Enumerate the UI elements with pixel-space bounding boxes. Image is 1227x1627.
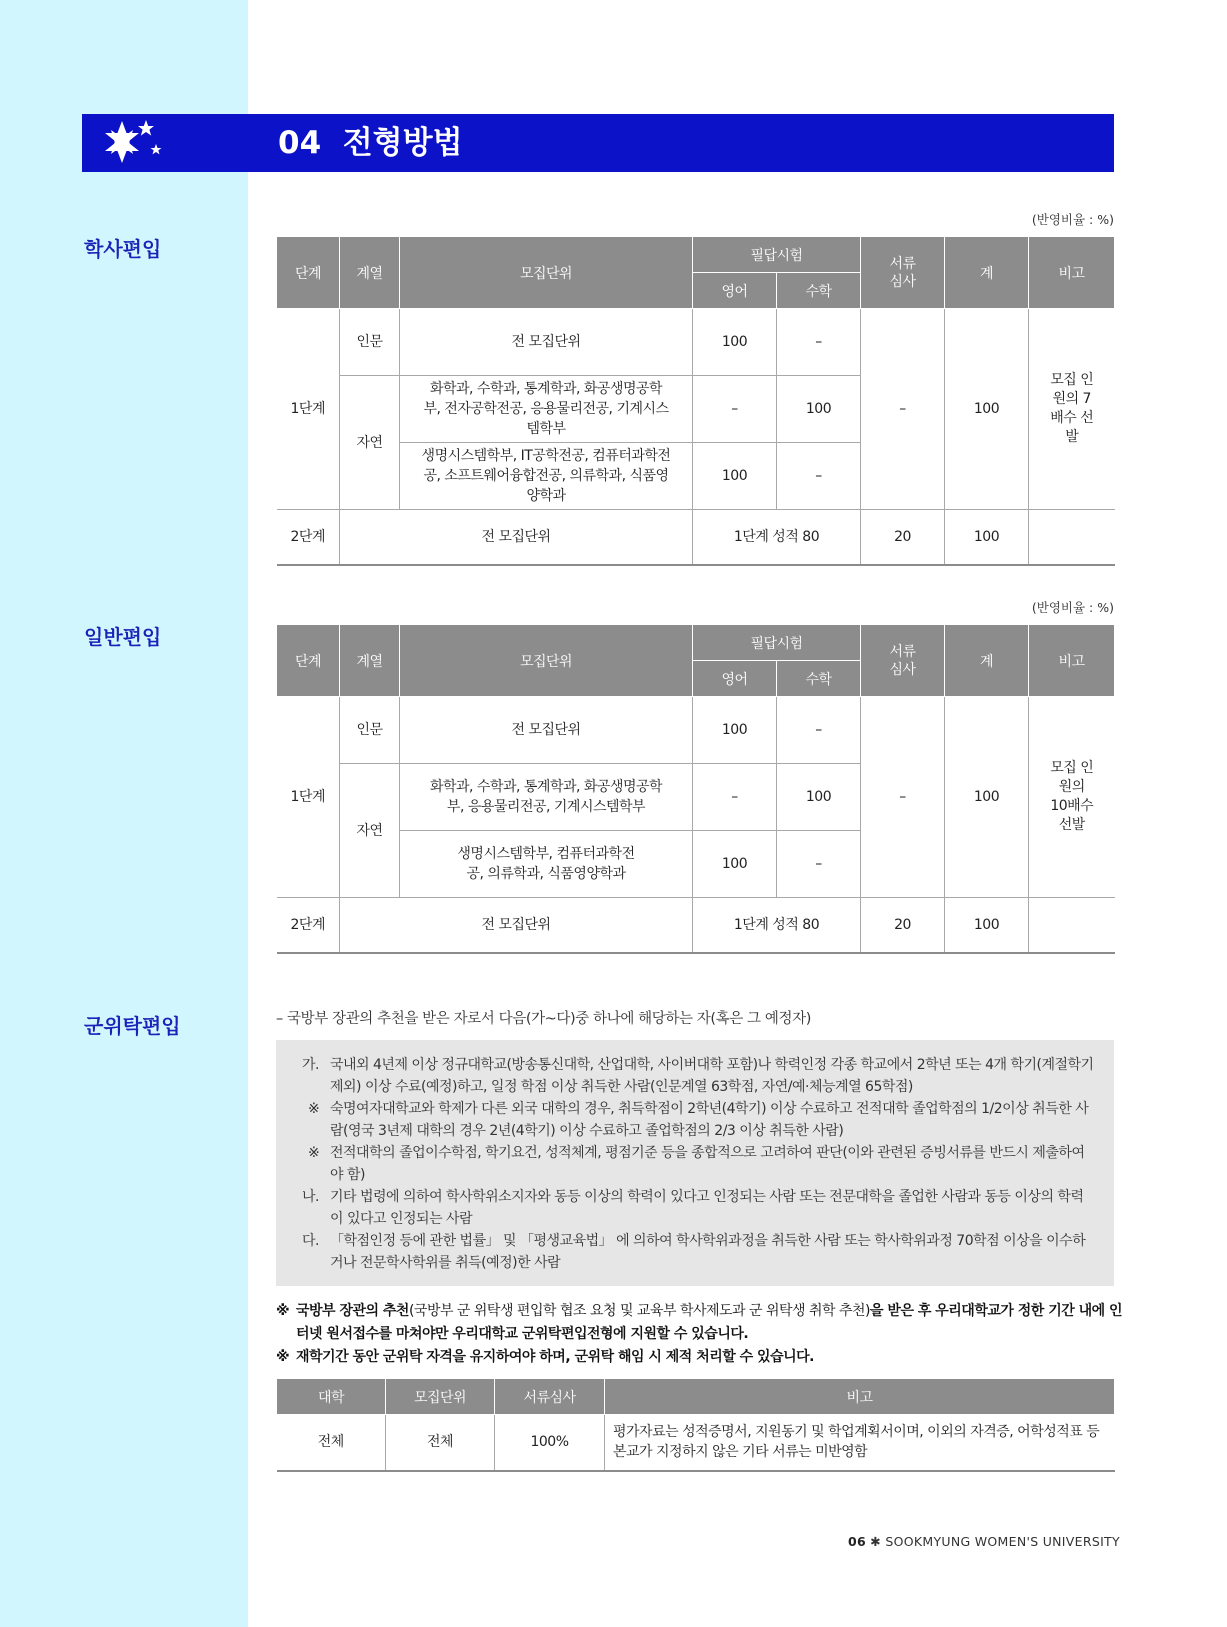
- header-field: 계열: [340, 625, 400, 697]
- remarks-cell: 모집 인원의 10배수 선발: [1029, 697, 1115, 898]
- header-total: 계: [945, 237, 1029, 309]
- page-footer: [848, 1534, 1120, 1549]
- remarks-cell: [1029, 898, 1115, 953]
- total-cell: 100: [945, 510, 1029, 565]
- english-cell: –: [693, 764, 777, 831]
- docs-cell: 20: [861, 898, 945, 953]
- math-cell: –: [777, 697, 861, 764]
- military-notes: [276, 1300, 1126, 1369]
- remarks-cell: [1029, 510, 1115, 565]
- math-cell: –: [777, 831, 861, 898]
- eligibility-item-da: 다. 「학점인정 등에 관한 법률」 및 「평생교육법」 에 의하여 학사학위과정을 취득한 사람 또는 학사학위과정 70학점 이상을 이수하거나 전문학사학위를 취득(예정)한 사람: [302, 1233, 1086, 1271]
- header-english: 영어: [693, 273, 777, 309]
- english-cell: 100: [693, 443, 777, 510]
- header-unit: 모집단위: [400, 625, 693, 697]
- remarks-cell: 모집 인원의 7배수 선발: [1029, 309, 1115, 510]
- unit-cell: 전 모집단위: [340, 898, 693, 953]
- note-recommendation: ※ 국방부 장관의 추천(국방부 군 위탁생 편입학 협조 요청 및 교육부 학사제도과 군 위탁생 취학 추천)을 받은 후 우리대학교가 정한 기간 내에 인터넷 원서접수를 마쳐야만 우리대학교 군위탁편입전형에 지원할 수 있습니다.: [276, 1303, 1123, 1342]
- unit-cell: 화학과, 수학과, 통계학과, 화공생명공학부, 전자공학전공, 응용물리전공, 기계시스템학부: [400, 376, 693, 443]
- field-cell: 자연: [340, 376, 400, 510]
- eligibility-item-na: 나. 기타 법령에 의하여 학사학위소지자와 동등 이상의 학력이 있다고 인정되는 사람 또는 전문대학을 졸업한 사람과 동등 이상의 학력이 있다고 인정되는 사람: [302, 1189, 1084, 1227]
- note-status: ※ 재학기간 동안 군위탁 자격을 유지하여야 하며, 군위탁 해임 시 제적 처리할 수 있습니다.: [276, 1349, 814, 1365]
- stage-cell: 2단계: [277, 898, 340, 953]
- docs-cell: –: [861, 309, 945, 510]
- ratio-unit-note: (반영비율 : %): [1031, 600, 1114, 615]
- header-stage: 단계: [277, 237, 340, 309]
- section-header-bar: [82, 114, 1114, 172]
- written-cell: 1단계 성적 80: [693, 510, 861, 565]
- field-cell: 자연: [340, 764, 400, 898]
- stars-icon: [96, 118, 176, 168]
- eligibility-intro: – 국방부 장관의 추천을 받은 자로서 다음(가~다)중 하나에 해당하는 자(혹은 그 예정자): [276, 1011, 811, 1027]
- header-unit: 모집단위: [386, 1379, 495, 1415]
- english-cell: 100: [693, 697, 777, 764]
- bachelor-transfer-table: [276, 236, 1115, 566]
- table-row: [277, 697, 1115, 764]
- header-field: 계열: [340, 237, 400, 309]
- eligibility-note-foreign: ※ 숙명여자대학교와 학제가 다른 외국 대학의 경우, 취득학점이 2학년(4학기) 이상 수료하고 전적대학 졸업학점의 1/2이상 취득한 사람(영국 3년제 대학의 경우 2년(4학기) 이상 수료하고 졸업학점의 2/3 이상 취득한 사람): [308, 1101, 1089, 1139]
- header-docs: 서류심사: [861, 237, 945, 309]
- footer-separator: ✱: [870, 1534, 882, 1549]
- english-cell: 100: [693, 309, 777, 376]
- docs-cell: –: [861, 697, 945, 898]
- footer-university: SOOKMYUNG WOMEN'S UNIVERSITY: [885, 1534, 1120, 1549]
- unit-cell: 생명시스템학부, IT공학전공, 컴퓨터과학전공, 소프트웨어융합전공, 의류학과, 식품영양학과: [400, 443, 693, 510]
- total-cell: 100: [945, 697, 1029, 898]
- section-label-military: 군위탁편입: [84, 1014, 181, 1038]
- header-unit: 모집단위: [400, 237, 693, 309]
- page-number: 06: [848, 1534, 866, 1549]
- header-written-exam: 필답시험: [693, 625, 861, 661]
- eligibility-box: [276, 1040, 1114, 1286]
- docs-cell: 100%: [495, 1415, 605, 1471]
- stage-cell: 1단계: [277, 309, 340, 510]
- written-cell: 1단계 성적 80: [693, 898, 861, 953]
- math-cell: 100: [777, 376, 861, 443]
- stage-cell: 2단계: [277, 510, 340, 565]
- header-stage: 단계: [277, 625, 340, 697]
- header-remarks: 비고: [1029, 625, 1115, 697]
- unit-cell: 화학과, 수학과, 통계학과, 화공생명공학부, 응용물리전공, 기계시스템학부: [400, 764, 693, 831]
- math-cell: –: [777, 443, 861, 510]
- unit-cell: 전체: [386, 1415, 495, 1471]
- table-row: [277, 898, 1115, 953]
- total-cell: 100: [945, 309, 1029, 510]
- total-cell: 100: [945, 898, 1029, 953]
- unit-cell: 전 모집단위: [400, 697, 693, 764]
- english-cell: 100: [693, 831, 777, 898]
- military-transfer-table: [276, 1378, 1115, 1472]
- university-cell: 전체: [277, 1415, 386, 1471]
- header-english: 영어: [693, 661, 777, 697]
- page-title: 04 전형방법: [278, 125, 463, 161]
- unit-cell: 전 모집단위: [400, 309, 693, 376]
- remarks-cell: 평가자료는 성적증명서, 지원동기 및 학업계획서이며, 이외의 자격증, 어학성적표 등 본교가 지정하지 않은 기타 서류는 미반영함: [605, 1415, 1115, 1471]
- math-cell: –: [777, 309, 861, 376]
- header-docs: 서류심사: [495, 1379, 605, 1415]
- header-math: 수학: [777, 661, 861, 697]
- ratio-unit-note: (반영비율 : %): [1031, 212, 1114, 227]
- unit-cell: 전 모집단위: [340, 510, 693, 565]
- eligibility-item-ga: 가. 국내외 4년제 이상 정규대학교(방송통신대학, 산업대학, 사이버대학 포함)나 학력인정 각종 학교에서 2학년 또는 4개 학기(계절학기 제외) 이상 수료(예정)하고, 일정 학점 이상 취득한 사람(인문계열 63학점, 자연/예·체능계열 65학점): [302, 1057, 1094, 1095]
- eligibility-note-credits: ※ 전적대학의 졸업이수학점, 학기요건, 성적체계, 평점기준 등을 종합적으로 고려하여 판단(이와 관련된 증빙서류를 반드시 제출하여야 함): [308, 1145, 1085, 1183]
- field-cell: 인문: [340, 697, 400, 764]
- general-transfer-table: [276, 624, 1115, 954]
- header-university: 대학: [277, 1379, 386, 1415]
- stage-cell: 1단계: [277, 697, 340, 898]
- docs-cell: 20: [861, 510, 945, 565]
- math-cell: 100: [777, 764, 861, 831]
- header-docs: 서류심사: [861, 625, 945, 697]
- unit-cell: 생명시스템학부, 컴퓨터과학전공, 의류학과, 식품영양학과: [400, 831, 693, 898]
- table-row: [277, 510, 1115, 565]
- table-row: [277, 309, 1115, 376]
- header-written-exam: 필답시험: [693, 237, 861, 273]
- header-remarks: 비고: [1029, 237, 1115, 309]
- section-label-general: 일반편입: [84, 625, 162, 649]
- field-cell: 인문: [340, 309, 400, 376]
- header-total: 계: [945, 625, 1029, 697]
- table-row: [277, 1415, 1115, 1471]
- english-cell: –: [693, 376, 777, 443]
- header-remarks: 비고: [605, 1379, 1115, 1415]
- section-label-bachelor: 학사편입: [84, 237, 162, 261]
- header-math: 수학: [777, 273, 861, 309]
